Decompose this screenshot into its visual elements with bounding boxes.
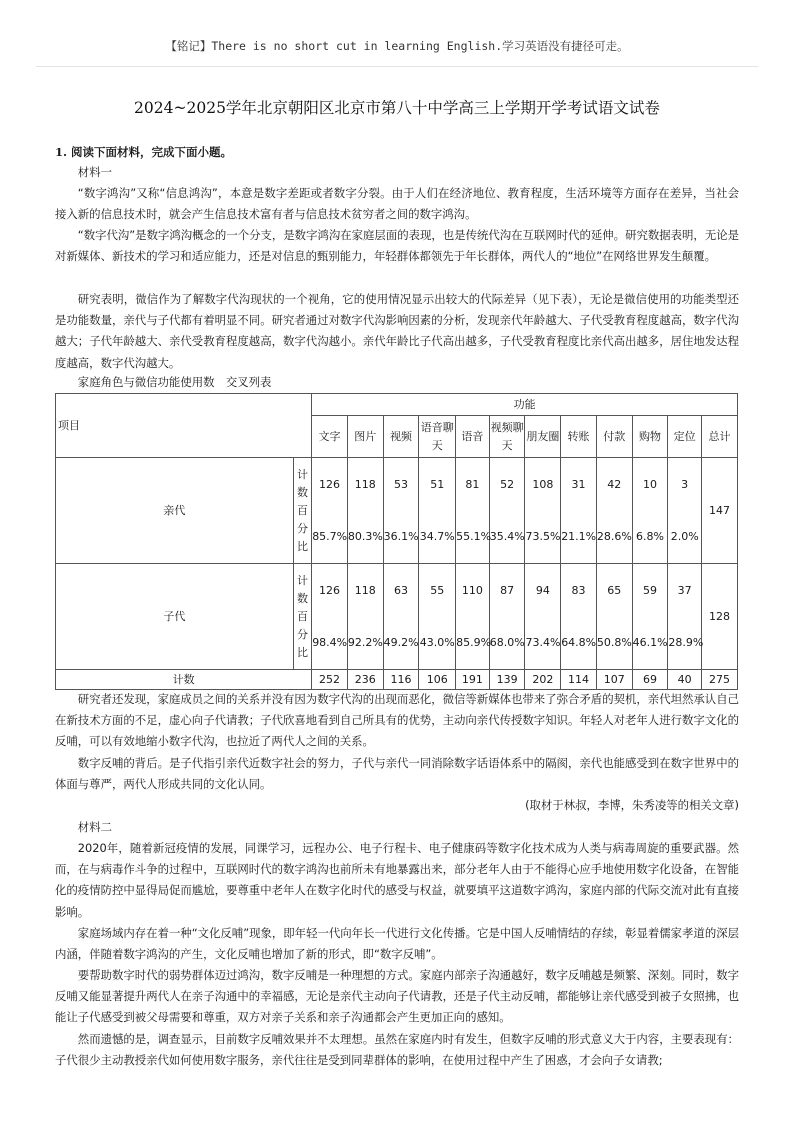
footer-value: 202 — [525, 670, 561, 690]
material2-paragraph-3: 要帮助数字时代的弱势群体迈过鸿沟，数字反哺是一种理想的方式。家庭内部亲子沟通越好，数字反哺越是频繁、深刻。同时，数字反哺又能显著提升两代人在亲子沟通中的幸福感，无论是亲代主动向子代请教，还是子代主动反哺，都能够让亲代感受到被子女照拂，也能让子代感受到被父母需要和尊重，双方对亲子关系和亲子沟通都会产生更加正向的感知。 — [55, 968, 739, 1025]
percent-value: 64.8% — [561, 635, 597, 649]
column-header: 视频聊天 — [489, 416, 525, 458]
table-cell — [312, 564, 348, 670]
percent-value: 80.3% — [347, 529, 383, 543]
material1-paragraph-1: “数字鸿沟”又称“信息鸿沟”，本意是数字差距或者数字分裂。由于人们在经济地位、教育程度，生活环境等方面存在差异，当社会接入新的信息技术时，就会产生信息技术富有者与信息技术贫穷者之间的数字鸿沟。 — [55, 186, 739, 222]
table-cell — [668, 564, 702, 670]
column-header: 视频 — [383, 416, 419, 458]
count-value: 31 — [571, 477, 586, 491]
table-cell — [312, 458, 348, 564]
table-cell — [489, 564, 525, 670]
percent-value: 73.4% — [525, 635, 561, 649]
column-header: 购物 — [632, 416, 668, 458]
percent-value: 36.1% — [383, 529, 419, 543]
count-value: 126 — [319, 583, 341, 597]
percent-value: 46.1% — [632, 635, 668, 649]
percent-label: 百分比 — [297, 609, 308, 659]
footer-value: 116 — [383, 670, 419, 690]
page-title: 2024~2025学年北京朝阳区北京市第八十中学高三上学期开学考试语文试卷 — [134, 99, 660, 117]
material1-paragraph-3: 研究表明，微信作为了解数字代沟现状的一个视角，它的使用情况显示出较大的代际差异（见下表），无论是微信使用的功能类型还是功能数量，亲代与子代都有着明显不同。研究者通过对数字代沟影响因素的分析，发现亲代年龄越大、子代受教育程度越高，数字代沟越大；子代年龄越大、亲代受教育程度越高，数字代沟越小。亲代年龄比子代高出越多，子代受教育程度比亲代高出越多，居住地发达程度越高，数字代沟越大。 — [55, 292, 739, 370]
percent-value: 85.9% — [456, 635, 492, 649]
percent-value: 21.1% — [561, 529, 597, 543]
column-header: 转账 — [561, 416, 597, 458]
table-cell — [668, 458, 702, 564]
count-label: 计数 — [297, 573, 308, 605]
row-total: 147 — [702, 458, 738, 564]
count-value: 118 — [354, 477, 376, 491]
table-cell — [561, 564, 597, 670]
table-cell — [632, 564, 668, 670]
table-cell — [347, 458, 383, 564]
material1-paragraph-2: “数字代沟”是数字鸿沟概念的一个分支，是数字鸿沟在家庭层面的表现，也是传统代沟在互联网时代的延伸。研究数据表明，无论是对新媒体、新技术的学习和适应能力，还是对信息的甄别能力，年轻群体都领先于年长群体，两代人的“地位”在网络世界发生颠覆。 — [55, 228, 739, 264]
column-header: 图片 — [347, 416, 383, 458]
row-sub-label — [293, 564, 311, 670]
table-caption: 家庭角色与微信功能使用数 交叉列表 — [77, 375, 272, 389]
percent-value: 92.2% — [347, 635, 383, 649]
table-cell — [456, 564, 490, 670]
footer-value: 106 — [419, 670, 456, 690]
footer-value: 114 — [561, 670, 597, 690]
count-value: 126 — [319, 477, 341, 491]
count-value: 65 — [607, 583, 622, 597]
percent-value: 35.4% — [489, 529, 525, 543]
header-divider — [36, 66, 758, 67]
footer-value: 275 — [702, 670, 738, 690]
table-cell — [596, 564, 632, 670]
count-value: 53 — [393, 477, 408, 491]
function-header: 功能 — [312, 394, 738, 416]
material2-paragraph-4: 然而遗憾的是，调查显示，目前数字反哺效果并不太理想。虽然在家庭内时有发生，但数字反哺的形式意义大于内容，主要表现有：子代很少主动教授亲代如何使用数字服务，亲代往往是受到同辈群体的影响，在使用过程中产生了困惑，才会向子女请教; — [55, 1032, 739, 1068]
percent-value: 34.7% — [419, 529, 455, 543]
item-header: 项目 — [56, 394, 312, 458]
table-row-parent — [56, 458, 738, 564]
percent-value: 73.5% — [525, 529, 561, 543]
percent-value: 55.1% — [456, 529, 492, 543]
footer-value: 107 — [596, 670, 632, 690]
count-value: 42 — [607, 477, 622, 491]
table-footer-row — [56, 670, 738, 690]
count-value: 3 — [681, 477, 689, 491]
material2-paragraph-1: 2020年，随着新冠疫情的发展，同课学习，远程办公、电子行程卡、电子健康码等数字化技术成为人类与病毒周旋的重要武器。然而，在与病毒作斗争的过程中，互联网时代的数字鸿沟也前所未有地暴露出来，部分老年人由于不能得心应手地使用数字化设备，在智能化的疫情防控中显得局促而尴尬，要尊重中老年人在数字化时代的感受与权益，就要填平这道数字鸿沟，家庭内部的代际交流对此有直接影响。 — [55, 841, 739, 919]
row-name: 子代 — [56, 564, 294, 670]
material1-paragraph-5: 数字反哺的背后。是子代指引亲代近数字社会的努力，子代与亲代一同消除数字话语体系中的隔阂，亲代也能感受到在数字世界中的体面与尊严，两代人形成共同的文化认同。 — [55, 756, 739, 792]
count-value: 81 — [465, 477, 480, 491]
percent-value: 68.0% — [489, 635, 525, 649]
row-name: 亲代 — [56, 458, 294, 564]
percent-value: 2.0% — [670, 529, 699, 543]
table-cell — [419, 564, 456, 670]
count-value: 94 — [535, 583, 550, 597]
count-value: 59 — [642, 583, 657, 597]
table-cell — [561, 458, 597, 564]
count-value: 87 — [500, 583, 515, 597]
count-value: 10 — [642, 477, 657, 491]
table-cell — [525, 564, 561, 670]
footer-value: 69 — [632, 670, 668, 690]
column-header: 文字 — [312, 416, 348, 458]
count-label: 计数 — [297, 467, 308, 499]
count-value: 83 — [571, 583, 586, 597]
table-row-child — [56, 564, 738, 670]
material1-label: 材料一 — [77, 165, 112, 179]
column-header: 语音 — [456, 416, 490, 458]
footer-value: 236 — [347, 670, 383, 690]
source-citation: (取材于林叔，李博，朱秀凌等的相关文章) — [525, 798, 739, 812]
table-cell — [383, 564, 419, 670]
count-value: 52 — [500, 477, 515, 491]
column-header: 语音聊天 — [419, 416, 456, 458]
count-value: 118 — [354, 583, 376, 597]
count-value: 63 — [393, 583, 408, 597]
footer-label: 计数 — [56, 670, 312, 690]
column-header: 付款 — [596, 416, 632, 458]
footer-value: 40 — [668, 670, 702, 690]
percent-value: 6.8% — [636, 529, 664, 543]
percent-label: 百分比 — [297, 503, 308, 553]
count-value: 110 — [461, 583, 483, 597]
percent-value: 50.8% — [596, 635, 632, 649]
table-cell — [632, 458, 668, 564]
count-value: 37 — [677, 583, 692, 597]
footer-value: 191 — [456, 670, 490, 690]
percent-value: 28.9% — [668, 635, 704, 649]
row-sub-label — [293, 458, 311, 564]
percent-value: 43.0% — [419, 635, 455, 649]
table-cell — [525, 458, 561, 564]
table-cell — [456, 458, 490, 564]
row-total: 128 — [702, 564, 738, 670]
material2-label: 材料二 — [77, 820, 112, 834]
column-header: 朋友圈 — [525, 416, 561, 458]
wechat-usage-table — [55, 393, 738, 690]
table-cell — [347, 564, 383, 670]
table-cell — [489, 458, 525, 564]
footer-value: 252 — [312, 670, 348, 690]
count-value: 108 — [532, 477, 554, 491]
footer-value: 139 — [489, 670, 525, 690]
column-header: 定位 — [668, 416, 702, 458]
count-value: 55 — [430, 583, 445, 597]
column-header: 总计 — [702, 416, 738, 458]
percent-value: 28.6% — [596, 529, 632, 543]
header-motto: 【铭记】There is no short cut in learning English.学习英语没有捷径可走。 — [165, 39, 629, 53]
table-cell — [419, 458, 456, 564]
question-prompt: 1. 阅读下面材料，完成下面小题。 — [55, 145, 233, 159]
material2-paragraph-2: 家庭场域内存在着一种“文化反哺”现象，即年轻一代向年长一代进行文化传播。它是中国人反哺情结的存续，彰显着儒家孝道的深层内涵，伴随着数字鸿沟的产生，文化反哺也增加了新的形式，即“数字反哺”。 — [55, 926, 739, 962]
percent-value: 98.4% — [312, 635, 348, 649]
table-cell — [596, 458, 632, 564]
count-value: 51 — [430, 477, 445, 491]
table-cell — [383, 458, 419, 564]
percent-value: 85.7% — [312, 529, 348, 543]
table-header-row — [56, 394, 738, 416]
percent-value: 49.2% — [383, 635, 419, 649]
material1-paragraph-4: 研究者还发现，家庭成员之间的关系并没有因为数字代沟的出现而恶化，微信等新媒体也带来了弥合矛盾的契机，亲代坦然承认自己在新技术方面的不足，虚心向子代请教；子代欣喜地看到自己所具有的优势，主动向亲代传授数字知识。年轻人对老年人进行数字文化的反哺，可以有效地缩小数字代沟，也拉近了两代人之间的关系。 — [55, 692, 739, 749]
